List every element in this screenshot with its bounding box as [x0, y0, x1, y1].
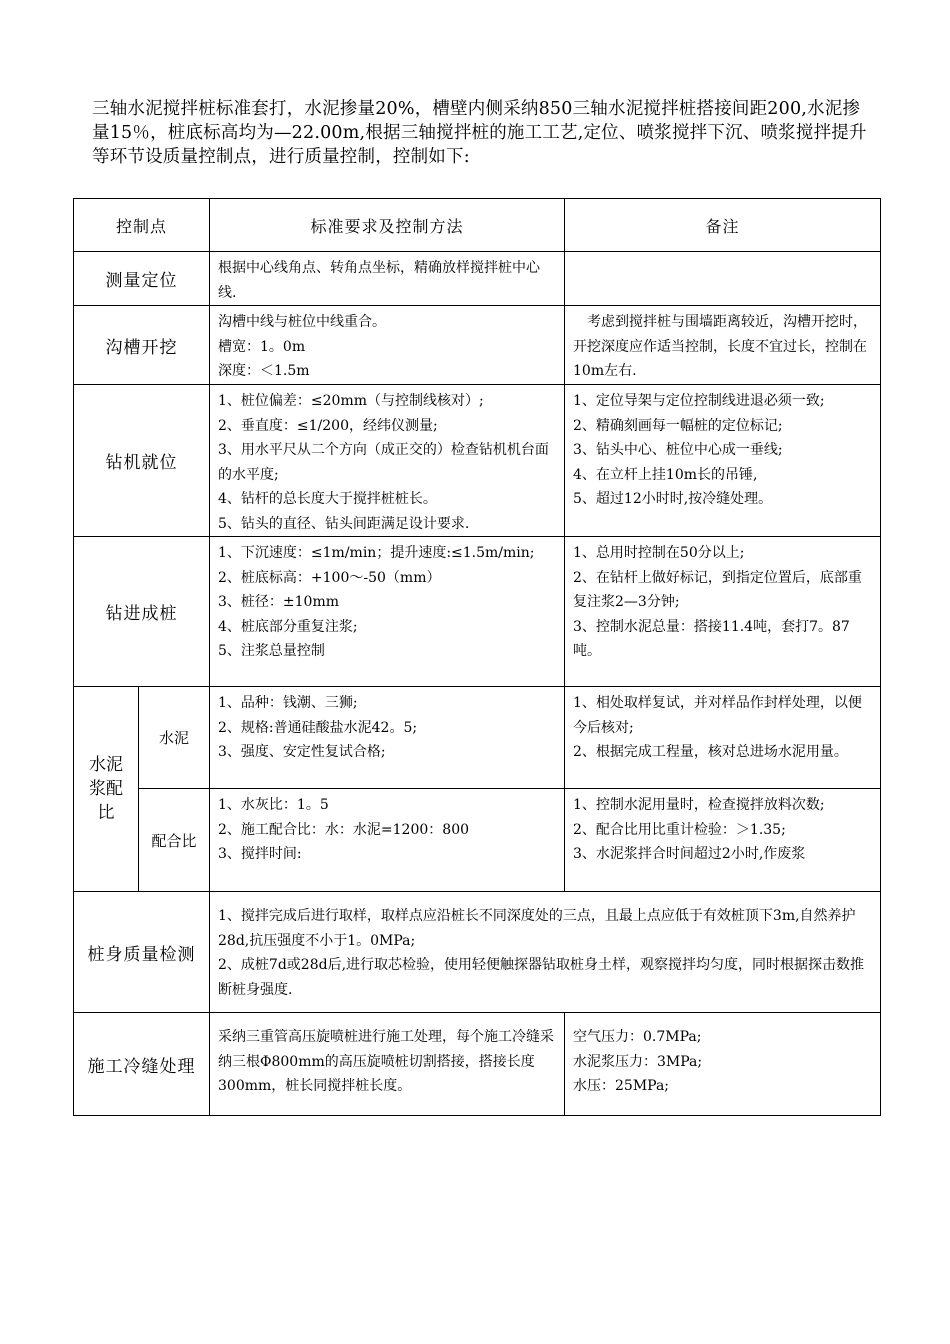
remark-cell — [565, 537, 881, 687]
table-header-row — [74, 199, 881, 252]
cell-line: 1、水灰比：1。5 — [218, 797, 329, 813]
header-remarks: 备注 — [565, 199, 881, 252]
cell-line: 1、桩位偏差：≤20mm（与控制线核对）; — [218, 393, 484, 409]
cell-line: 3、桩径：±10mm — [218, 594, 340, 610]
sub-label-mix-ratio: 配合比 — [139, 789, 210, 892]
table-row — [74, 537, 881, 687]
requirement-cell — [210, 537, 565, 687]
remark-cell — [565, 1013, 881, 1116]
cell-line: 1、总用时控制在50分以上; — [573, 545, 745, 561]
row-label-slurry-ratio — [74, 687, 139, 892]
header-control-point: 控制点 — [74, 199, 210, 252]
cell-line: 沟槽中线与桩位中线重合。 — [218, 314, 387, 330]
cell-line: 2、施工配合比：水：水泥=1200：800 — [218, 821, 470, 838]
cell-line: 2、规格:普通硅酸盐水泥42。5; — [218, 719, 418, 736]
cell-line: 水泥浆压力：3MPa; — [573, 1053, 703, 1070]
requirement-cell — [210, 892, 881, 1013]
requirement-cell — [210, 687, 565, 789]
row-label: 钻进成桩 — [74, 537, 210, 687]
cell-line: 2、垂直度：≤1/200，经纬仪测量; — [218, 417, 438, 434]
cell-line: 5、注浆总量控制 — [218, 643, 325, 659]
table-row — [74, 789, 881, 892]
header-requirements: 标准要求及控制方法 — [210, 199, 565, 252]
requirement-cell — [210, 1013, 565, 1116]
table-row — [74, 252, 881, 306]
table-row — [74, 892, 881, 1013]
cell-line: 1、定位导架与定位控制线进退必须一致; — [573, 393, 825, 409]
requirement-cell — [210, 789, 565, 892]
sub-label-cement: 水泥 — [139, 687, 210, 789]
cell-line: 2、在钻杆上做好标记，到指定位置后，底部重复注浆2—3分钟; — [573, 569, 862, 610]
row-label: 钻机就位 — [74, 385, 210, 537]
remark-cell — [565, 385, 881, 537]
row-label: 测量定位 — [74, 252, 210, 306]
row-label: 施工冷缝处理 — [74, 1013, 210, 1116]
cell-line: 3、钻头中心、桩位中心成一垂线; — [573, 442, 783, 458]
remark-cell — [565, 252, 881, 306]
cell-line: 3、搅拌时间: — [218, 846, 302, 862]
cell-line: 3、水泥浆拌合时间超过2小时,作废浆 — [573, 846, 806, 862]
cell-line: 1、相处取样复试，并对样品作封样处理，以便今后核对; — [573, 695, 862, 736]
row-label: 桩身质量检测 — [74, 892, 210, 1013]
cell-line: 水压：25MPa; — [573, 1078, 670, 1094]
row-label: 沟槽开挖 — [74, 306, 210, 385]
requirement-cell — [210, 385, 565, 537]
cell-line: 1、下沉速度：≤1m/min；提升速度:≤1.5m/min; — [218, 545, 535, 561]
cell-line: 3、用水平尺从二个方向（成正交的）检查钻机机台面的水平度; — [218, 442, 549, 483]
cell-line: 2、成桩7d或28d后,进行取芯检验，使用轻便触探器钻取桩身土样，观察搅拌均匀度，同时根据探击数推断桩身强度. — [218, 957, 865, 998]
requirement-cell — [210, 306, 565, 385]
table-row — [74, 306, 881, 385]
table-row — [74, 385, 881, 537]
cell-line: 5、超过12小时时,按冷缝处理。 — [573, 491, 773, 507]
cell-line: 3、强度、安定性复试合格; — [218, 744, 386, 760]
cell-line: 1、控制水泥用量时，检查搅拌放料次数; — [573, 797, 825, 813]
cell-line: 5、钻头的直径、钻头间距满足设计要求. — [218, 515, 470, 532]
cell-line: 深度：＜1.5m — [218, 363, 310, 379]
cell-line: 空气压力：0.7MPa; — [573, 1029, 702, 1045]
quality-control-table — [73, 198, 881, 1116]
cell-line: 4、在立杆上挂10m长的吊锤, — [573, 466, 758, 483]
cell-line: 1、品种：钱潮、三狮; — [218, 695, 358, 711]
cell-line: 2、配合比用比重计检验：＞1.35; — [573, 821, 786, 838]
cell-line: 槽宽：1。0m — [218, 338, 306, 355]
table-row — [74, 1013, 881, 1116]
cell-line: 2、精确刻画每一幅桩的定位标记; — [573, 417, 783, 434]
cell-line: 采纳三重管高压旋喷桩进行施工处理，每个施工冷缝采纳三根Φ800mm的高压旋喷桩切割搭接，搭接长度300mm，桩长同搅拌桩长度。 — [218, 1029, 555, 1094]
row-label-text: 水泥浆配比 — [89, 755, 123, 823]
remark-cell — [565, 687, 881, 789]
cell-line: 4、桩底部分重复注浆; — [218, 618, 358, 635]
requirement-cell — [210, 252, 565, 306]
cell-line: 根据中心线角点、转角点坐标，精确放样搅拌桩中心线. — [218, 260, 541, 301]
cell-line: 4、钻杆的总长度大于搅拌桩桩长。 — [218, 491, 437, 507]
cell-line: 2、桩底标高：+100～-50（mm） — [218, 569, 441, 586]
cell-line: 考虑到搅拌桩与围墙距离较近，沟槽开挖时，开挖深度应作适当控制，长度不宜过长，控制在10m左右. — [573, 314, 868, 379]
intro-paragraph: 三轴水泥搅拌桩标准套打，水泥掺量20%，槽壁内侧采纳850三轴水泥搅拌桩搭接间距200,水泥掺量15％，桩底标高均为—22.00m,根据三轴搅拌桩的施工工艺,定位、喷浆搅拌下沉、喷浆搅拌提升等环节设质量控制点，进行质量控制，控制如下: — [92, 99, 867, 167]
cell-line: 3、控制水泥总量：搭接11.4吨，套打7。87吨。 — [573, 618, 850, 659]
cell-line: 2、根据完成工程量，核对总进场水泥用量。 — [573, 744, 848, 760]
table-row — [74, 687, 881, 789]
cell-line: 1、搅拌完成后进行取样，取样点应沿桩长不同深度处的三点，且最上点应低于有效桩顶下3m,自然养护28d,抗压强度不小于1。0MPa; — [218, 908, 856, 949]
remark-cell — [565, 306, 881, 385]
remark-cell — [565, 789, 881, 892]
